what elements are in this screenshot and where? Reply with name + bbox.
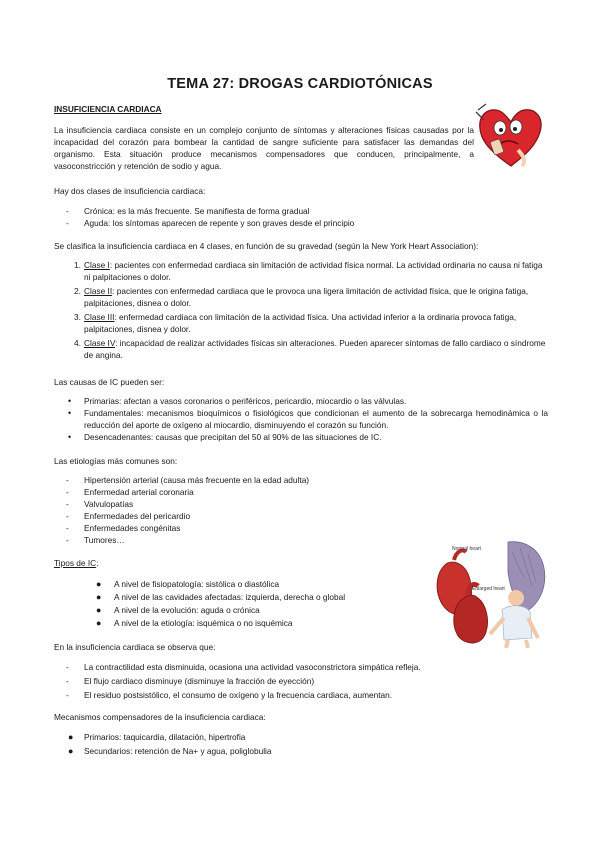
- list-item: ● A nivel de fisiopatología: sistólica o diastólica: [96, 579, 280, 589]
- ic-types-list: [54, 578, 424, 629]
- page-title: TEMA 27: DROGAS CARDIOTÓNICAS: [167, 76, 433, 92]
- observed-intro: En la insuficiencia cardiaca se observa que:: [54, 642, 216, 652]
- list-item: - El flujo cardiaco disminuye (disminuye la fracción de eyección): [66, 676, 315, 686]
- list-item: • Desencadenantes: causas que precipitan del 50 al 90% de las situaciones de IC.: [68, 432, 382, 442]
- list-item: - Tumores…: [66, 535, 125, 545]
- observed-list: [54, 661, 548, 701]
- classes-list: [54, 259, 548, 363]
- classes-intro: Se clasifica la insuficiencia cardiaca en 4 clases, en función de su gravedad (según la New York Heart Association):: [54, 241, 479, 251]
- list-item: • Fundamentales: mecanismos bioquímicos o fisiológicos que condicionan el aumento de la sobrecarga hemodinámica o la reducción del aporte de oxígeno al miocardio, disminuyendo el corazón su función.: [68, 408, 548, 430]
- intro-paragraph: La insuficiencia cardiaca consiste en un complejo conjunto de síntomas y alteraciones físicas causadas por la incapacidad del corazón para bombear la cantidad de sangre suficiente para satisfacer las demandas del organismo. Esta situación produce mecanismos compensadores que conducen, principalmente, a vasoconstricción y retención de sodio y agua.: [54, 125, 474, 171]
- list-item: ● Primarios: taquicardia, dilatación, hipertrofia: [68, 732, 246, 742]
- list-item: - La contractilidad esta disminuida, ocasiona una actividad vasoconstrictora simpática refleja.: [66, 662, 421, 672]
- list-item: - Enfermedades del pericardio: [66, 511, 191, 521]
- list-item: 3. Clase III: enfermedad cardiaca con limitación de la actividad física. Una actividad inferior a la ordinaria provoca fatiga, palpitaciones, disnea y dolor.: [74, 312, 517, 334]
- list-item: ● A nivel de las cavidades afectadas: izquierda, derecha o global: [96, 592, 346, 602]
- list-item: - Crónica: es la más frecuente. Se manifiesta de forma gradual: [66, 206, 310, 216]
- etiologies-intro: Las etiologías más comunes son:: [54, 456, 178, 466]
- list-item: ● A nivel de la evolución: aguda o crónica: [96, 605, 260, 615]
- mechanisms-list: [54, 731, 548, 757]
- list-item: - Enfermedad arterial coronaria: [66, 487, 194, 497]
- list-item: - Enfermedades congénitas: [66, 523, 181, 533]
- causes-intro: Las causas de IC pueden ser:: [54, 377, 165, 387]
- list-item: - Aguda: los síntomas aparecen de repente y son graves desde el principio: [66, 218, 355, 228]
- insuficiencia-cardiaca-heading: INSUFICIENCIA CARDIACA: [54, 104, 162, 114]
- section-heading: [54, 103, 548, 115]
- list-item: 4. Clase IV: incapacidad de realizar actividades físicas sin alteraciones. Pueden aparecer síntomas de fallo cardiaco o síndrome de angina.: [74, 338, 546, 360]
- mechanisms-intro: Mecanismos compensadores de la insuficiencia cardiaca:: [54, 712, 266, 722]
- list-item: 2. Clase II: pacientes con enfermedad cardiaca que le provoca una ligera limitación de actividad física, que le origina fatiga, palpitaciones, disnea o dolor.: [74, 286, 529, 308]
- causes-list: [54, 395, 548, 443]
- list-item: - El residuo postsistólico, el consumo de oxígeno y la frecuencia cardiaca, aumentan.: [66, 690, 393, 700]
- list-item: ● Secundarios: retención de Na+ y agua, poliglobulia: [68, 746, 272, 756]
- list-item: 1. Clase I: pacientes con enfermedad cardiaca sin limitación de actividad física normal. La actividad ordinaria no causa ni fatiga ni palpitaciones o dolor.: [74, 260, 543, 282]
- ic-types-heading: Tipos de IC:: [54, 558, 99, 568]
- list-item: - Hipertensión arterial (causa más frecuente en la edad adulta): [66, 475, 310, 485]
- normal-heart-label: Normal heart: [452, 546, 481, 552]
- etiologies-list: [54, 474, 548, 546]
- types-intro: Hay dos clases de insuficiencia cardiaca:: [54, 186, 206, 196]
- enlarged-heart-label: Enlarged heart: [472, 586, 505, 592]
- types-list: [54, 205, 548, 229]
- list-item: - Valvulopatías: [66, 499, 134, 509]
- heart-failure-anatomy-illustration: [428, 538, 554, 648]
- list-item: • Primarias: afectan a vasos coronarios o periféricos, pericardio, miocardio o las válvulas.: [68, 396, 407, 406]
- list-item: ● A nivel de la etiología: isquémica o no isquémica: [96, 618, 293, 628]
